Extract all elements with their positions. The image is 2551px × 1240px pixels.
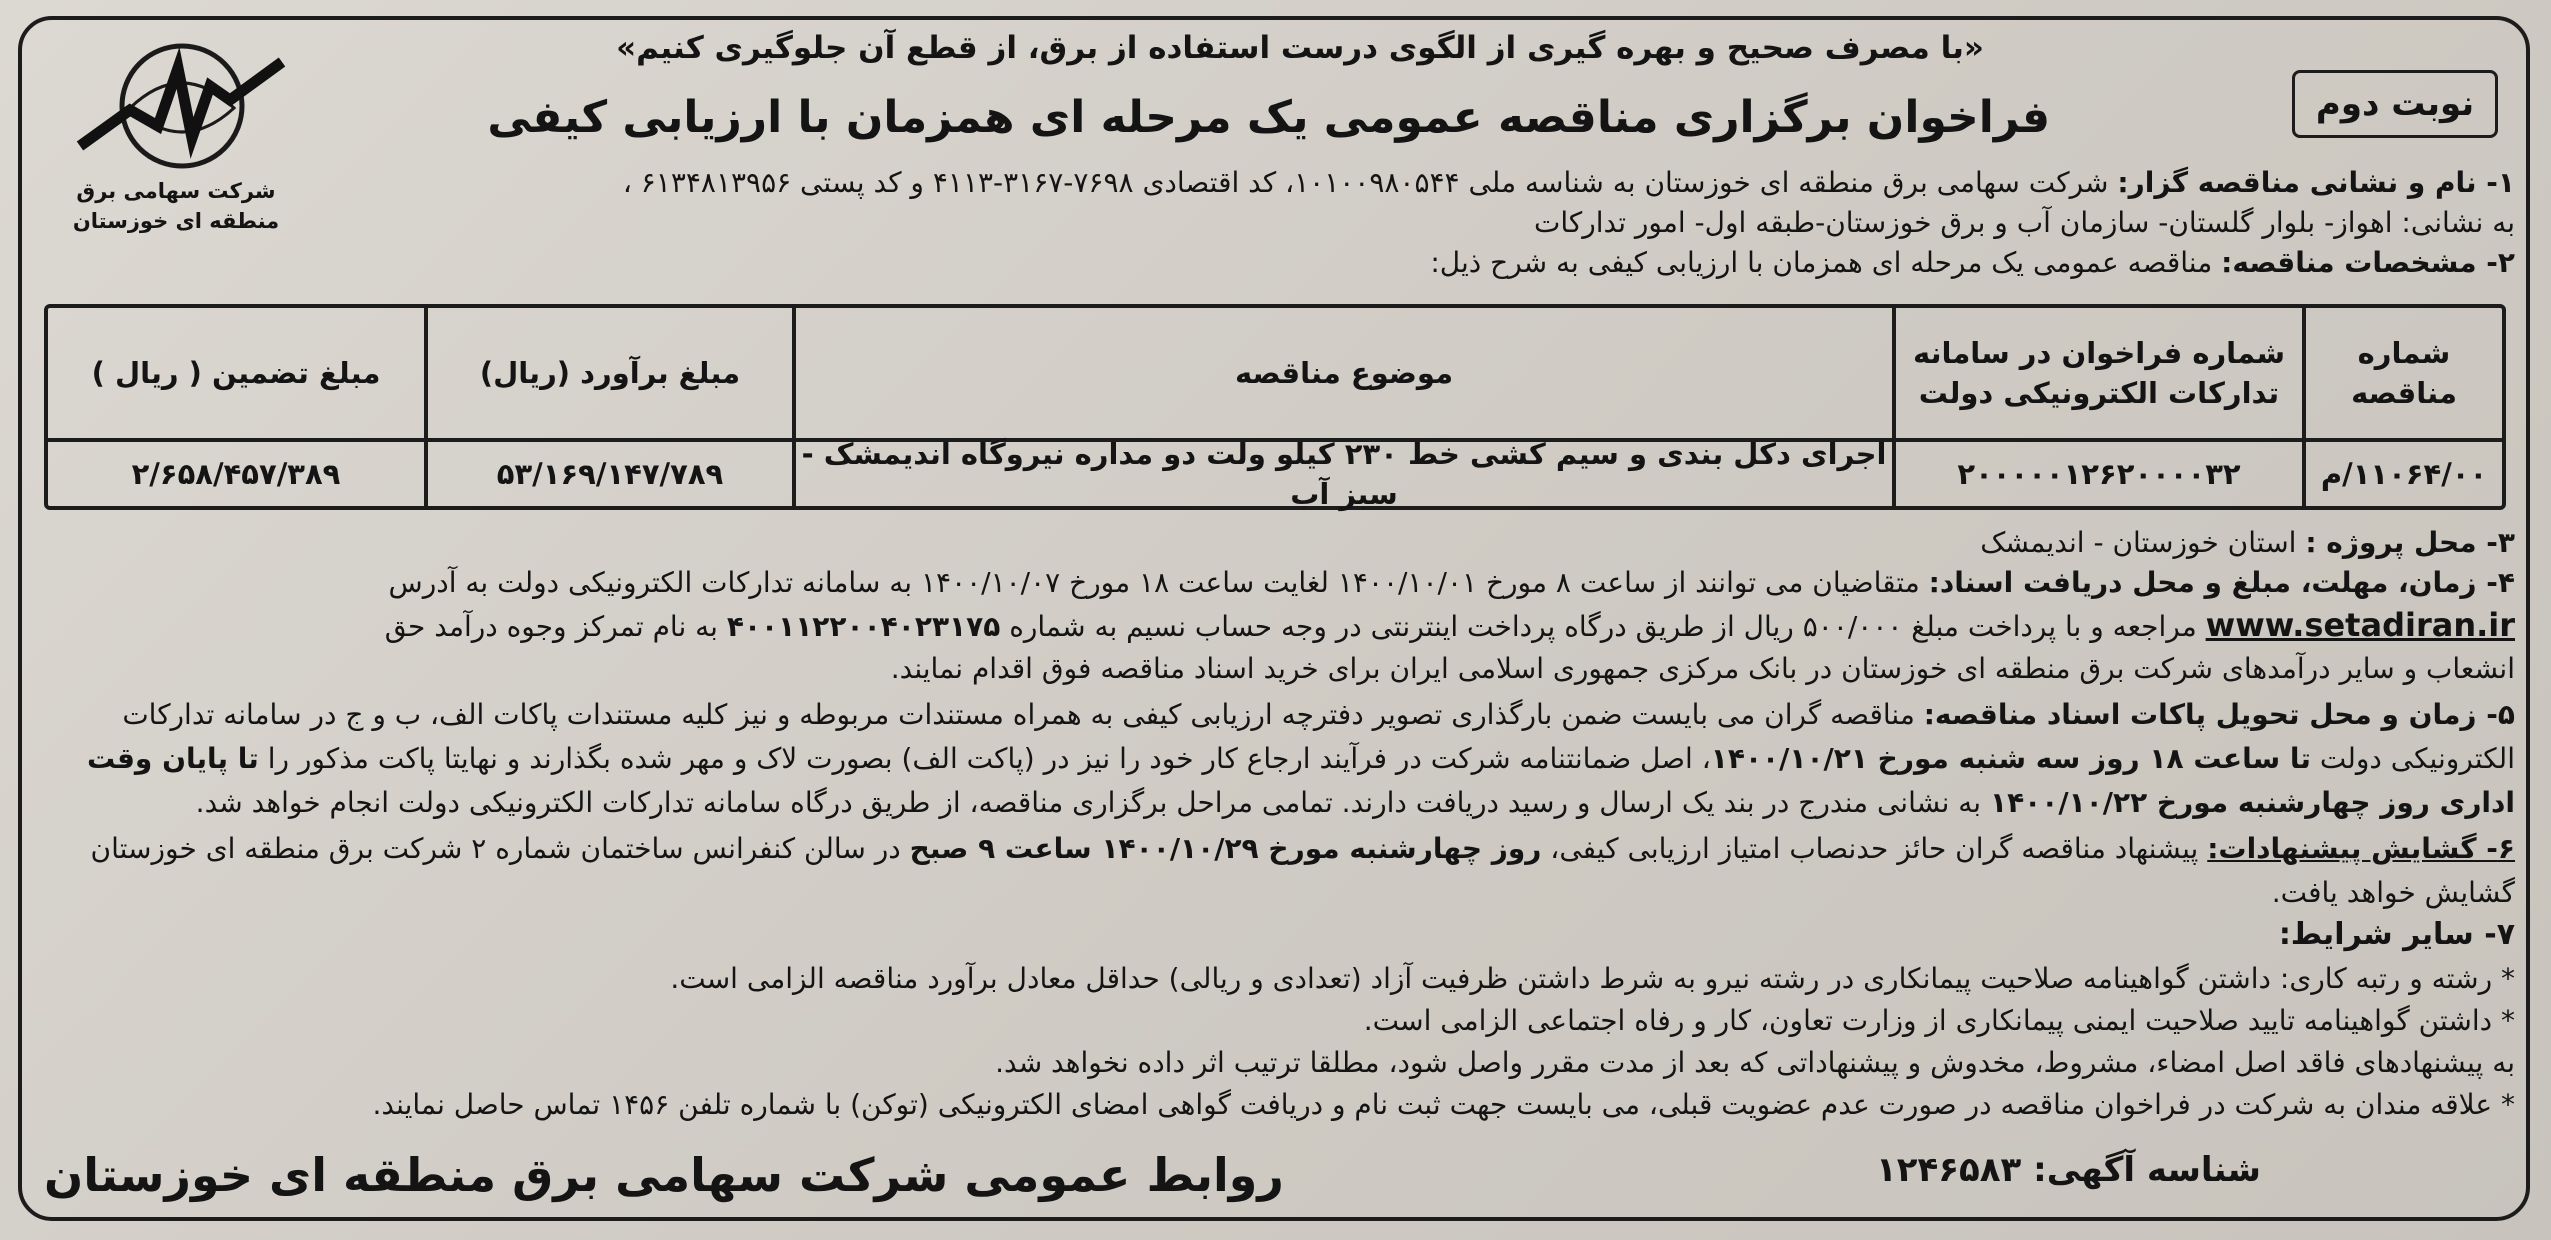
section-5-heading: ۵- زمان و محل تحویل پاکات اسناد مناقصه:	[1923, 698, 2515, 731]
tender-table	[44, 304, 2506, 510]
section-1-text: شرکت سهامی برق منطقه ای خوزستان به شناسه ملی ۱۰۱۰۰۹۸۰۵۴۴، کد اقتصادی ۷۶۹۸-۳۱۶۷-۴۱۱۳ و کد پستی ۶۱۳۴۸۱۳۹۵۶ ،	[622, 166, 2118, 199]
section-3-heading: ۳- محل پروژه :	[2305, 526, 2515, 559]
section-4-text: مراجعه و با پرداخت مبلغ ۵۰۰/۰۰۰ ریال از طریق درگاه پرداخت اینترنتی در وجه حساب نسیم به شماره	[1000, 610, 2206, 643]
section-6-line-2: گشایش خواهد یافت.	[2271, 876, 2515, 909]
section-3-text: استان خوزستان - اندیمشک	[1980, 526, 2306, 559]
table-row	[48, 437, 2502, 511]
ad-id: شناسه آگهی: ۱۲۴۶۵۸۳	[1876, 1150, 2261, 1190]
section-7-heading-text: ۷- سایر شرایط:	[2278, 917, 2515, 952]
list-item: * علاقه مندان به شرکت در فراخوان مناقصه در صورت عدم عضویت قبلی، می بایست جهت ثبت نام و دریافت گواهی امضای الکترونیکی (توکن) با شماره تلفن ۱۴۵۶ تماس حاصل نمایند.	[372, 1088, 2515, 1121]
table-header-cell: شماره فراخوان در سامانه تدارکات الکترونیکی دولت	[1892, 308, 2302, 438]
table-header-cell: مبلغ برآورد (ریال)	[424, 308, 792, 438]
table-header-cell: شماره مناقصه	[2302, 308, 2502, 438]
section-5-line-1	[122, 698, 2515, 732]
section-7-heading	[2279, 918, 2515, 952]
setadiran-link[interactable]: www.setadiran.ir	[2205, 606, 2515, 644]
table-cell: ۲۰۰۰۰۰۱۲۶۲۰۰۰۰۳۲	[1892, 442, 2302, 506]
logo-caption: شرکت سهامی برق منطقه ای خوزستان	[72, 179, 280, 233]
signature: روابط عمومی شرکت سهامی برق منطقه ای خوزستان	[44, 1148, 1284, 1202]
list-item: به پیشنهادهای فاقد اصل امضاء، مشروط، مخدوش و پیشنهاداتی که بعد از مدت مقرر واصل شود، مطلقا ترتیب اثر داده نخواهد شد.	[995, 1046, 2515, 1079]
section-5-line-2	[87, 742, 2515, 776]
opening-date: روز چهارشنبه مورخ ۱۴۰۰/۱۰/۲۹ ساعت ۹ صبح	[909, 832, 1542, 865]
section-3-line	[1980, 526, 2515, 560]
section-6-text: در سالن کنفرانس ساختمان شماره ۲ شرکت برق منطقه ای خوزستان	[90, 832, 910, 865]
section-6-text: پیشنهاد مناقصه گران حائز حدنصاب امتیاز ارزیابی کیفی،	[1541, 832, 2208, 865]
section-5-text: الکترونیکی دولت	[2310, 742, 2515, 775]
table-cell: اجرای دکل بندی و سیم کشی خط ۲۳۰ کیلو ولت دو مداره نیروگاه اندیمشک - سبز آب	[792, 442, 1892, 506]
table-cell: ۲/۶۵۸/۴۵۷/۳۸۹	[131, 457, 341, 491]
section-1-heading: ۱- نام و نشانی مناقصه گزار:	[2117, 166, 2515, 199]
section-1-address: به نشانی: اهواز- بلوار گلستان- سازمان آب و برق خوزستان-طبقه اول- امور تدارکات	[1533, 206, 2515, 239]
table-cell: ۵۳/۱۶۹/۱۴۷/۷۸۹	[424, 442, 792, 506]
table-cell: ۱۱۰۶۴/۰۰/م	[2302, 442, 2502, 506]
list-item: * داشتن گواهینامه تایید صلاحیت ایمنی پیمانکاری از وزارت تعاون، کار و رفاه اجتماعی الزامی است.	[1363, 1004, 2515, 1037]
list-item: * رشته و رتبه کاری: داشتن گواهینامه صلاحیت پیمانکاری در رشته نیرو به شرط داشتن ظرفیت آزاد (تعدادی و ریالی) حداقل معادل برآورد مناقصه الزامی است.	[670, 962, 2515, 995]
section-5-text: مناقصه گران می بایست ضمن بارگذاری تصویر دفترچه ارزیابی کیفی به همراه مستندات مربوطه و نیز کلیه مستندات پاکات الف، ب و ج در سامانه تدارکات	[122, 698, 1924, 731]
section-2-text: مناقصه عمومی یک مرحله ای همزمان با ارزیابی کیفی به شرح ذیل:	[1430, 246, 2222, 279]
company-logo-icon	[70, 38, 290, 178]
account-number: ۴۰۰۱۱۲۲۰۰۴۰۲۳۱۷۵	[726, 610, 1001, 643]
section-1-line-1	[623, 166, 2515, 200]
ad-title: فراخوان برگزاری مناقصه عمومی یک مرحله ای همزمان با ارزیابی کیفی	[487, 92, 2050, 143]
deadline-text: تا پایان وقت	[86, 742, 259, 775]
section-2-heading: ۲- مشخصات مناقصه:	[2221, 246, 2515, 279]
slogan: «با مصرف صحیح و بهره گیری از الگوی درست استفاده از برق، از قطع آن جلوگیری کنیم»	[616, 30, 1984, 66]
deadline-text: تا ساعت ۱۸ روز سه شنبه مورخ ۱۴۰۰/۱۰/۲۱	[1710, 742, 2311, 775]
section-6-line-1	[91, 832, 2516, 866]
section-4-line-1	[389, 566, 2515, 600]
section-4-line-2	[385, 608, 2515, 644]
section-4-heading: ۴- زمان، مهلت، مبلغ و محل دریافت اسناد:	[1928, 566, 2515, 599]
table-header-cell: موضوع مناقصه	[792, 308, 1892, 438]
table-header-row	[48, 308, 2502, 442]
round-badge: نوبت دوم	[2292, 70, 2498, 138]
section-4-text: متقاضیان می توانند از ساعت ۸ مورخ ۱۴۰۰/۱۰/۰۱ لغایت ساعت ۱۸ مورخ ۱۴۰۰/۱۰/۰۷ به سامانه تدارکات الکترونیکی دولت به آدرس	[388, 566, 1929, 599]
table-header-cell: مبلغ تضمین ( ریال )	[91, 356, 381, 390]
section-5-line-3	[196, 786, 2515, 820]
section-4-text: به نام تمرکز وجوه درآمد حق	[384, 610, 727, 643]
section-2-line	[1430, 246, 2515, 280]
section-4-line-3: انشعاب و سایر درآمدهای شرکت برق منطقه ای خوزستان در بانک مرکزی جمهوری اسلامی ایران برای خرید اسناد مناقصه فوق اقدام نمایند.	[890, 652, 2515, 685]
section-5-text: به نشانی مندرج در بند یک ارسال و رسید دریافت دارند. تمامی مراحل برگزاری مناقصه، از طریق درگاه سامانه تدارکات الکترونیکی دولت انجام خواهد شد.	[195, 786, 1990, 819]
section-5-text: ، اصل ضمانتنامه شرکت در فرآیند ارجاع کار خود را نیز در (پاکت الف) بصورت لاک و مهر شده بگذارند و نهایتا پاکت مذکور را	[258, 742, 1711, 775]
deadline-text: اداری روز چهارشنبه مورخ ۱۴۰۰/۱۰/۲۲	[1989, 786, 2515, 819]
section-6-heading: ۶- گشایش پیشنهادات:	[2207, 832, 2515, 865]
